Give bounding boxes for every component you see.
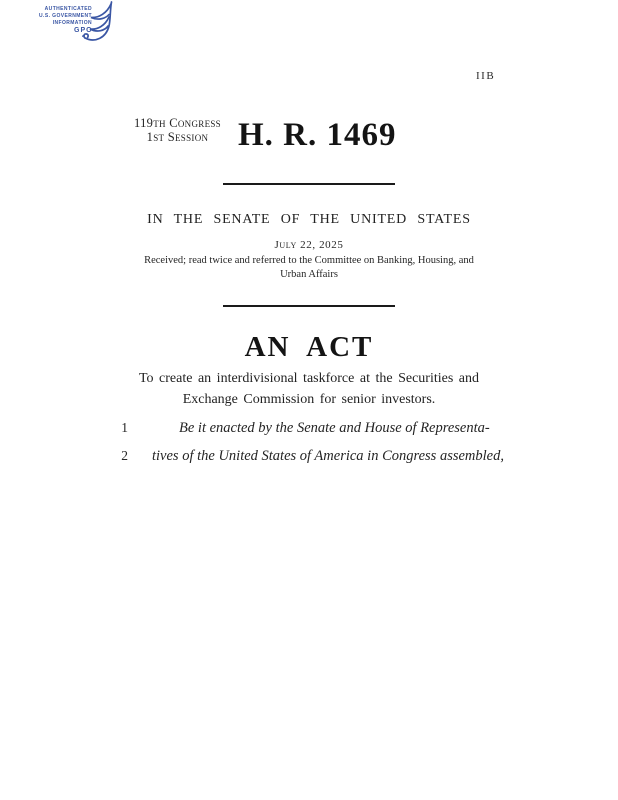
chamber-heading: IN THE SENATE OF THE UNITED STATES — [147, 212, 471, 227]
congress-line: 119th Congress — [134, 116, 221, 130]
auth-line: AUTHENTICATED — [44, 6, 92, 12]
session-line: 1st Session — [146, 130, 209, 144]
gpo-label: GPO — [74, 27, 93, 34]
act-title: AN ACT — [244, 331, 374, 363]
act-subtitle-line: Exchange Commission for senior investors. — [182, 392, 436, 407]
horizontal-rule — [223, 305, 395, 307]
line-number: 2 — [121, 448, 128, 463]
gpo-eagle-icon — [82, 0, 114, 44]
received-date: July 22, 2025 — [274, 239, 344, 251]
line-number: 1 — [121, 420, 128, 435]
act-subtitle-line: To create an interdivisional taskforce at the Securities and — [138, 371, 479, 386]
referral-text-line: Received; read twice and referred to the Committee on Banking, Housing, and — [144, 255, 474, 266]
bill-text-line — [0, 420, 618, 442]
horizontal-rule — [223, 183, 395, 185]
congress-session-block — [95, 116, 260, 144]
bill-version-label: IIB — [476, 70, 496, 82]
enacting-clause-text: tives of the United States of America in Congress assembled, — [152, 448, 504, 464]
referral-text-line: Urban Affairs — [280, 269, 338, 280]
bill-number: H. R. 1469 — [238, 117, 397, 153]
auth-line: U.S. GOVERNMENT — [39, 13, 92, 19]
enacting-clause-text: Be it enacted by the Senate and House of Representa- — [179, 420, 490, 436]
auth-line: INFORMATION — [52, 20, 92, 26]
bill-text-line — [0, 448, 618, 470]
